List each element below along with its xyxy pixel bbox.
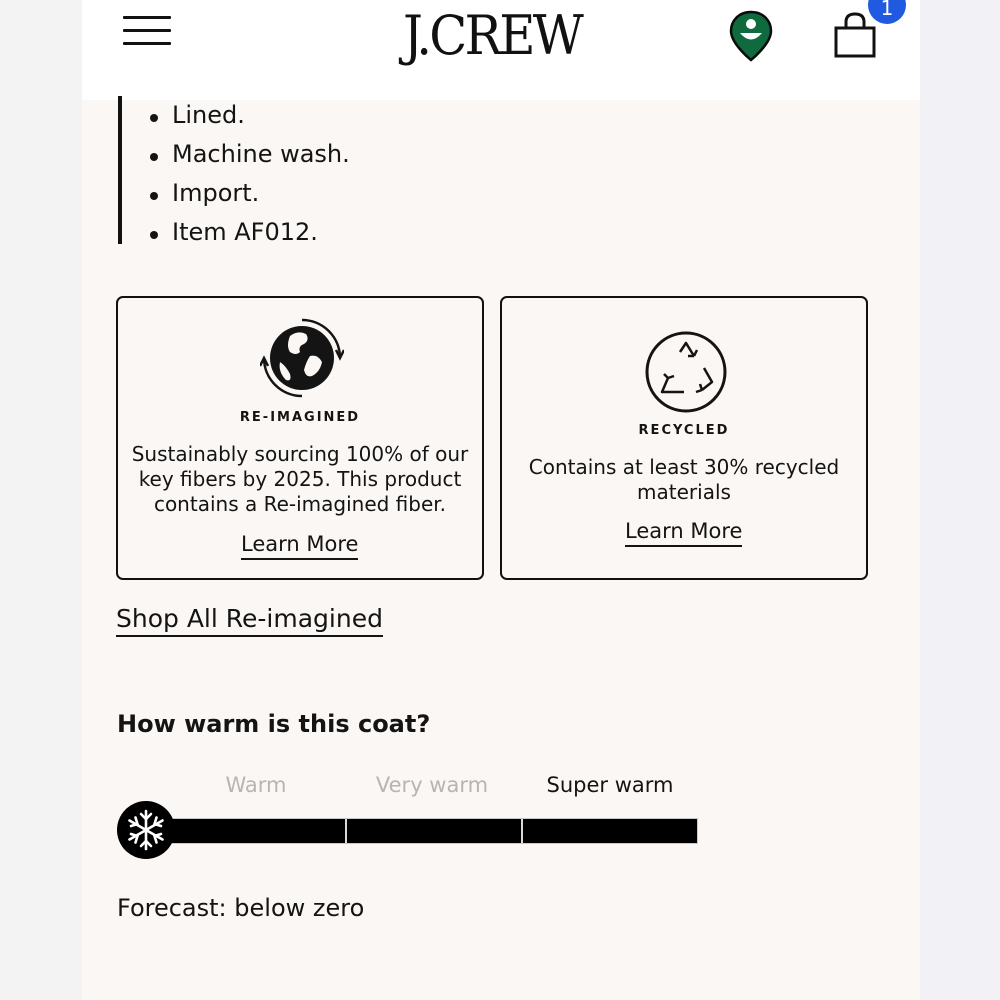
- product-details: [118, 96, 350, 244]
- snowflake-icon: [117, 801, 175, 859]
- brand-logo[interactable]: J.CREW: [402, 4, 582, 67]
- list-item: Machine wash.: [148, 135, 350, 174]
- shop-all-reimagined-link[interactable]: Shop All Re-imagined: [116, 604, 383, 637]
- site-header: [82, 0, 920, 100]
- warmth-level-super-warm: Super warm: [546, 773, 674, 797]
- learn-more-link[interactable]: Learn More: [625, 519, 742, 547]
- recycle-icon: [644, 330, 728, 414]
- list-item: Import.: [148, 174, 350, 213]
- warmth-level-warm: Warm: [225, 773, 287, 797]
- product-page: [82, 0, 920, 1000]
- card-description: Contains at least 30% recycled materials: [528, 455, 840, 504]
- learn-more-link[interactable]: Learn More: [241, 532, 358, 560]
- warmth-level-very-warm: Very warm: [375, 773, 489, 797]
- details-list: [148, 96, 350, 252]
- list-item: Item AF012.: [148, 213, 350, 252]
- recycled-card: [500, 296, 868, 580]
- warmth-forecast: Forecast: below zero: [117, 894, 365, 922]
- cart-count-badge: 1: [868, 0, 906, 24]
- warmth-meter-bar: [162, 818, 698, 844]
- card-kicker: RE-IMAGINED: [239, 410, 361, 425]
- reimagined-card: [116, 296, 484, 580]
- globe-recycle-icon: [260, 316, 344, 400]
- card-kicker: RECYCLED: [638, 423, 730, 438]
- list-item: Lined.: [148, 96, 350, 135]
- hamburger-menu-icon[interactable]: [123, 16, 171, 48]
- card-description: Sustainably sourcing 100% of our key fibers by 2025. This product contains a Re-imagined fiber.: [131, 442, 469, 516]
- warmth-heading: How warm is this coat?: [117, 710, 431, 738]
- store-locator-icon[interactable]: [728, 10, 774, 62]
